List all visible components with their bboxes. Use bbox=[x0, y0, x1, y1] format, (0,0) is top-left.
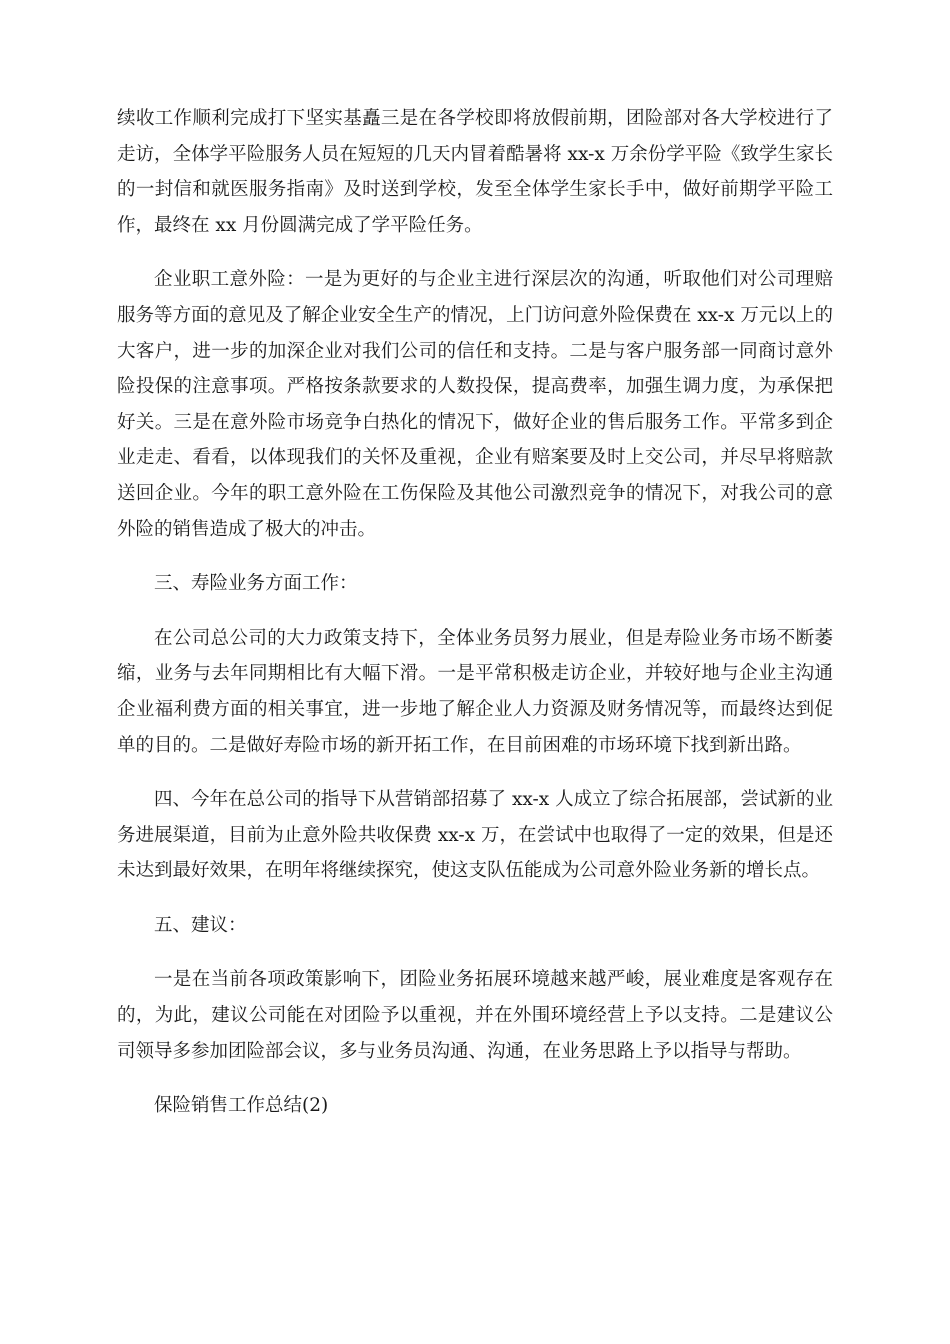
paragraph-expansion-department: 四、今年在总公司的指导下从营销部招募了 xx-x 人成立了综合拓展部，尝试新的业务进展渠道，目前为止意外险共收保费 xx-x 万，在尝试中也取得了一定的效果，但是还未达到最好效果，在明年将继续探究，使这支队伍能成为公司意外险业务新的增长点。 bbox=[117, 789, 833, 882]
paragraph-employee-accident-insurance: 企业职工意外险：一是为更好的与企业主进行深层次的沟通，听取他们对公司理赔服务等方面的意见及了解企业安全生产的情况，上门访问意外险保费在 xx-x 万元以上的大客户，进一步的加深企业对我们公司的信任和支持。二是与客户服务部一同商讨意外险投保的注意事项。严格按条款要求的人数投保，提高费率，加强生调力度，为承保把好关。三是在意外险市场竞争白热化的情况下，做好企业的售后服务工作。平常多到企业走走、看看，以体现我们的关怀及重视，企业有赔案要及时上交公司，并尽早将赔款送回企业。今年的职工意外险在工伤保险及其他公司激烈竞争的情况下，对我公司的意外险的销售造成了极大的冲击。 bbox=[117, 269, 833, 540]
document-body bbox=[117, 101, 833, 1143]
section-heading-suggestions: 五、建议： bbox=[154, 914, 247, 936]
paragraph-suggestions: 一是在当前各项政策影响下，团险业务拓展环境越来越严峻，展业难度是客观存在的，为此，建议公司能在对团险予以重视，并在外围环境经营上予以支持。二是建议公司领导多参加团险部会议，多与业务员沟通、沟通，在业务思路上予以指导与帮助。 bbox=[117, 969, 833, 1062]
document-subtitle: 保险销售工作总结(2) bbox=[154, 1095, 329, 1117]
paragraph-life-insurance: 在公司总公司的大力政策支持下，全体业务员努力展业，但是寿险业务市场不断萎缩，业务与去年同期相比有大幅下滑。一是平常积极走访企业，并较好地与企业主沟通企业福利费方面的相关事宜，进一步地了解企业人力资源及财务情况等，而最终达到促单的目的。二是做好寿险市场的新开拓工作，在目前困难的市场环境下找到新出路。 bbox=[117, 627, 833, 756]
paragraph-continuation: 续收工作顺利完成打下坚实基矗三是在各学校即将放假前期，团险部对各大学校进行了走访，全体学平险服务人员在短短的几天内冒着酷暑将 xx-x 万余份学平险《致学生家长的一封信和就医服务指南》及时送到学校，发至全体学生家长手中，做好前期学平险工作，最终在 xx 月份圆满完成了学平险任务。 bbox=[117, 108, 833, 236]
section-heading-life-insurance: 三、寿险业务方面工作： bbox=[154, 573, 358, 595]
